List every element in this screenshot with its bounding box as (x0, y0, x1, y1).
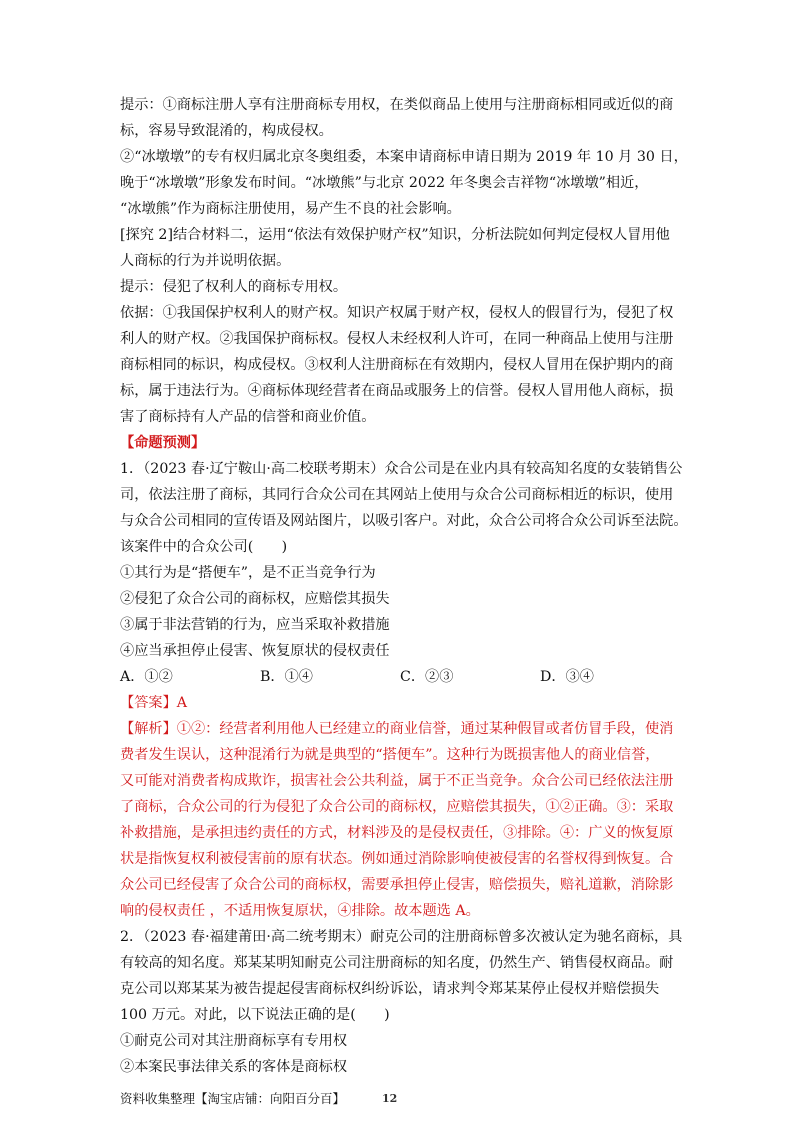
explore2-basis-line4: 标，属于违法行为。④商标体现经营者在商品或服务上的信誉。侵权人冒用他人商标，损 (120, 383, 674, 399)
document-page (120, 92, 692, 1080)
q2-stem-line4: 100 万元。对此，以下说法正确的是( ) (120, 1007, 390, 1023)
explore2-basis-line5: 害了商标持有人产品的信誉和商业价值。 (120, 409, 376, 425)
q1-stem-line2: 司，依法注册了商标，其同行合众公司在其网站上使用与众合公司商标相近的标识，使用 (120, 487, 674, 503)
q1-choices (120, 664, 692, 690)
explore2-tip: 提示：侵犯了权利人的商标专用权。 (120, 279, 348, 295)
footer-text: 资料收集整理【淘宝店铺：向阳百分百】 (120, 1091, 346, 1106)
explore2-basis-line2: 利人的财产权。②我国保护商标权。侵权人未经权利人许可，在同一种商品上使用与注册 (120, 331, 674, 347)
q2-option-1: ①耐克公司对其注册商标享有专用权 (120, 1033, 348, 1049)
q1-choice-a: A．①② (120, 669, 173, 685)
q1-stem-line3: 与众合公司相同的宣传语及网站图片，以吸引客户。对此，众合公司将合众公司诉至法院。 (120, 513, 688, 529)
q1-option-1: ①其行为是“搭便车”，是不正当竞争行为 (120, 565, 376, 581)
tip1-line3: ②“冰墩墩”的专有权归属北京冬奥组委，本案申请商标申请日期为 2019 年 10 月 30 日， (120, 149, 688, 165)
q2-stem-line1: 2．（2023 春·福建莆田·高二统考期末）耐克公司的注册商标曾多次被认定为驰名商标，具 (120, 929, 683, 945)
q1-explanation-line5: 补救措施，是承担违约责任的方式，材料涉及的是侵权责任，③排除。④：广义的恢复原 (120, 825, 674, 841)
q1-explanation-line3: 又可能对消费者构成欺诈，损害社会公共利益，属于不正当竞争。众合公司已经依法注册 (120, 773, 674, 789)
tip1-line1: 提示：①商标注册人享有注册商标专用权，在类似商品上使用与注册商标相同或近似的商 (120, 97, 674, 113)
page-number: 12 (382, 1092, 398, 1105)
q1-choice-d: D．③④ (540, 669, 594, 685)
q1-stem-line1: 1．（2023 春·辽宁鞍山·高二校联考期末）众合公司是在业内具有较高知名度的女装销售公 (120, 461, 683, 477)
q2-stem-line3: 克公司以郑某某为被告提起侵害商标权纠纷诉讼，请求判令郑某某停止侵权并赔偿损失 (120, 981, 660, 997)
q2-option-2: ②本案民事法律关系的客体是商标权 (120, 1059, 348, 1075)
q1-choice-c: C．②③ (400, 669, 454, 685)
q1-choice-b: B．①④ (260, 669, 313, 685)
q1-explanation-line1: 【解析】①②：经营者利用他人已经建立的商业信誉，通过某种假冒或者仿冒手段，使消 (120, 721, 674, 737)
explore2-basis-line1: 依据：①我国保护权利人的财产权。知识产权属于财产权，侵权人的假冒行为，侵犯了权 (120, 305, 674, 321)
tip1-line2: 标，容易导致混淆的，构成侵权。 (120, 123, 333, 139)
q1-explanation-line6: 状是指恢复权利被侵害前的原有状态。例如通过消除影响使被侵害的名誉权得到恢复。合 (120, 851, 674, 867)
q1-stem-line4: 该案件中的合众公司( ) (120, 539, 288, 555)
explore2-basis-line3: 商标相同的标识，构成侵权。③权利人注册商标在有效期内，侵权人冒用在保护期内的商 (120, 357, 674, 373)
q1-explanation-line4: 了商标，合众公司的行为侵犯了众合公司的商标权，应赔偿其损失，①②正确。③：采取 (120, 799, 674, 815)
q1-option-4: ④应当承担停止侵害、恢复原状的侵权责任 (120, 643, 390, 659)
tip1-line5: “冰墩熊”作为商标注册使用，易产生不良的社会影响。 (120, 201, 461, 217)
q1-explanation-line8: 响的侵权责任 ，不适用恢复原状，④排除。故本题选 A。 (120, 903, 480, 919)
section-title: 【命题预测】 (120, 435, 206, 451)
q1-explanation-line2: 费者发生误认，这种混淆行为就是典型的“搭便车”。这种行为既损害他人的商业信誉， (120, 747, 660, 763)
q1-explanation-line7: 众公司已经侵害了众合公司的商标权，需要承担停止侵害，赔偿损失，赔礼道歉，消除影 (120, 877, 674, 893)
q2-stem-line2: 有较高的知名度。郑某某明知耐克公司注册商标的知名度，仍然生产、销售侵权商品。耐 (120, 955, 674, 971)
q1-option-3: ③属于非法营销的行为，应当采取补救措施 (120, 617, 390, 633)
explore2-line1: [探究 2]结合材料二，运用“依法有效保护财产权”知识，分析法院如何判定侵权人冒用他 (120, 227, 670, 243)
q1-answer: 【答案】A (120, 695, 187, 711)
explore2-line2: 人商标的行为并说明依据。 (120, 253, 291, 269)
page-footer (120, 1090, 398, 1108)
q1-option-2: ②侵犯了众合公司的商标权，应赔偿其损失 (120, 591, 390, 607)
tip1-line4: 晚于“冰墩墩”形象发布时间。“冰墩熊”与北京 2022 年冬奥会吉祥物“冰墩墩”相近， (120, 175, 649, 191)
